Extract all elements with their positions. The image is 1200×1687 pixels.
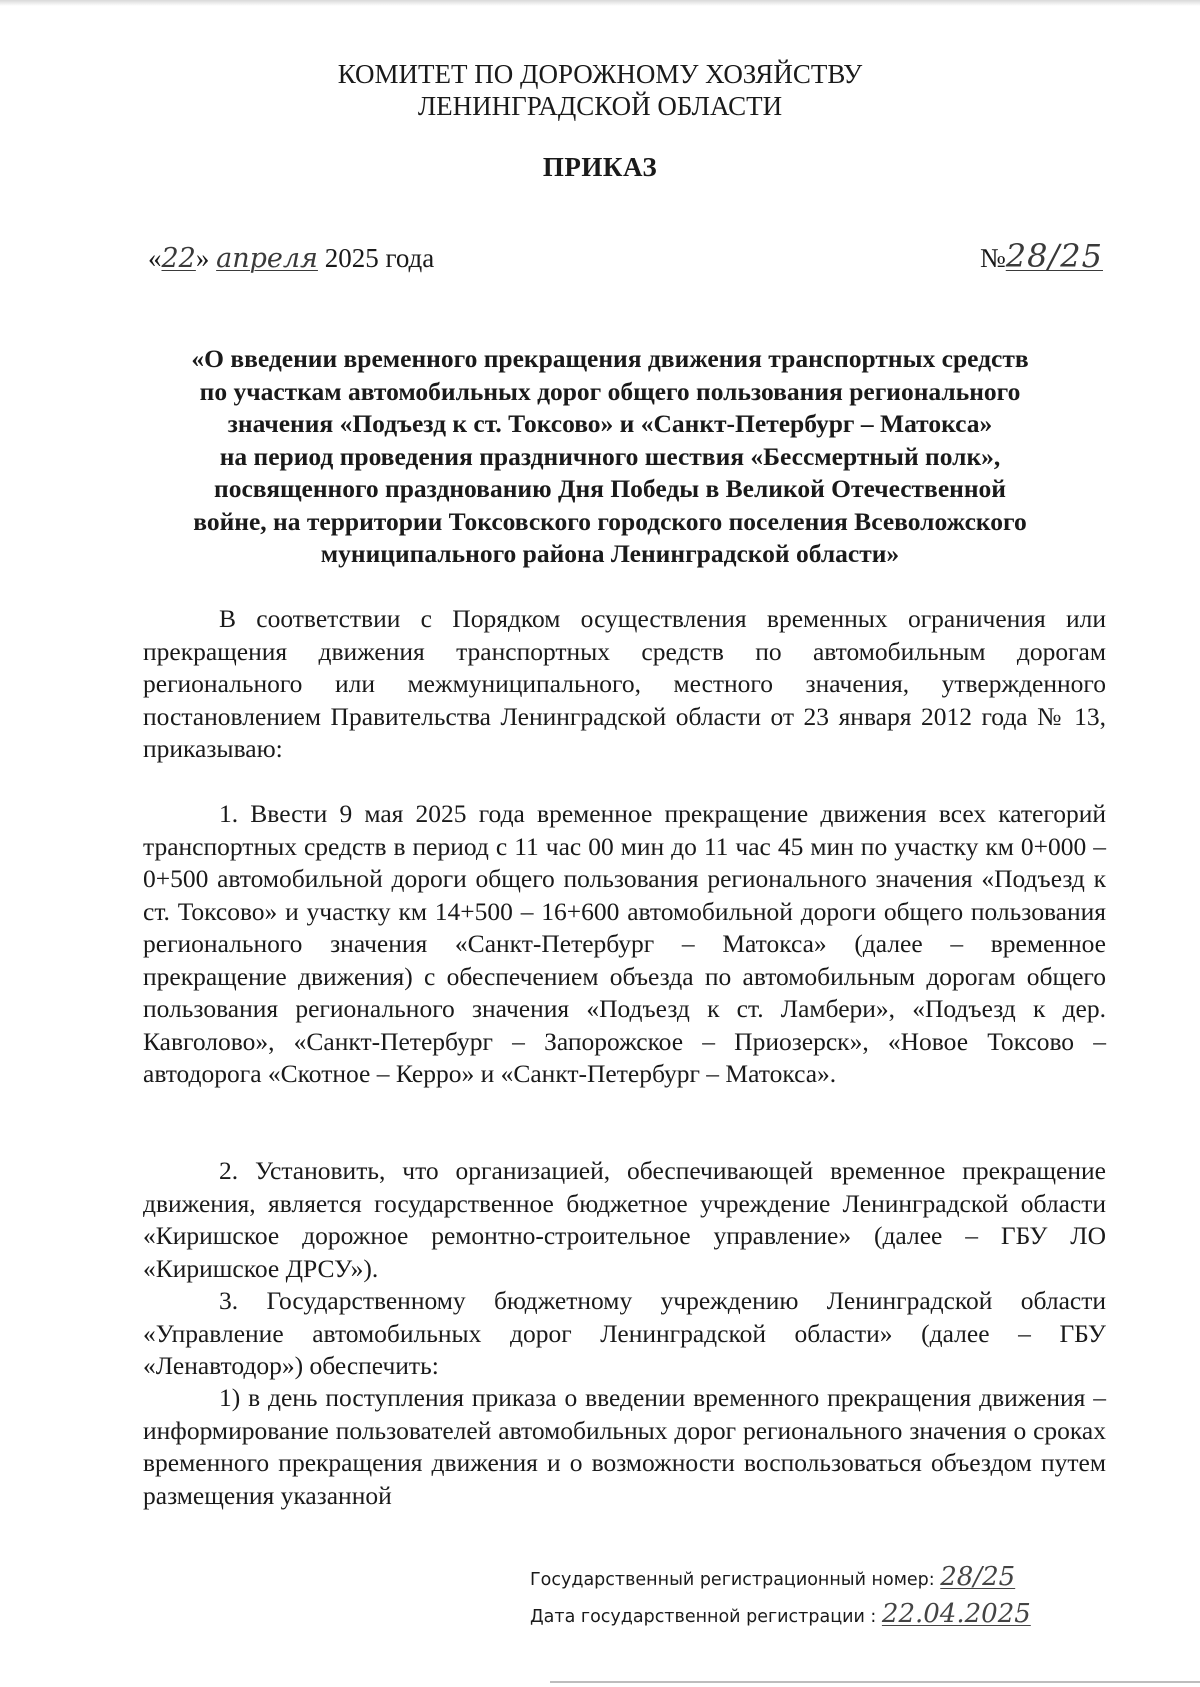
item-2-paragraph: 2. Установить, что организацией, обеспечивающей временное прекращение движения, является государственное бюджетное учреждение Ленинградской области «Киришское дорожное ремонтно-строительное управление» (далее – ГБУ ЛО «Киришское ДРСУ»). (143, 1156, 1106, 1283)
handwritten-registration-date: 22.04.2025 (881, 1599, 1031, 1629)
item-3-1-paragraph: 1) в день поступления приказа о введении временного прекращения движения – информирование пользователей автомобильных дорог регионального значения о сроках временного прекращения движения и о возможности воспользоваться объездом путем размещения указанной (143, 1383, 1106, 1510)
handwritten-order-number: 28/25 (1005, 237, 1103, 275)
subject-line: муниципального района Ленинградской области» (320, 539, 900, 568)
subject-line: по участкам автомобильных дорог общего пользования регионального (199, 376, 1021, 406)
registration-date-label: Дата государственной регистрации : (530, 1607, 877, 1627)
number-sign: № (980, 243, 1006, 273)
preamble-paragraph: В соответствии с Порядком осуществления временных ограничения или прекращения движения транспортных средств по автомобильным дорогам регионального или межмуниципального, местного значения, утвержденного постановлением Правительства Ленинградской области от 23 января 2012 года № 13, приказываю: (143, 604, 1106, 763)
handwritten-month: апреля (216, 243, 318, 274)
registration-stamp (530, 1560, 1031, 1634)
registration-date-row (530, 1597, 1031, 1634)
subject-line: посвященного празднованию Дня Победы в Великой Отечественной (214, 474, 1006, 503)
order-date (148, 240, 434, 277)
committee-name-line1: КОМИТЕТ ПО ДОРОЖНОМУ ХОЗЯЙСТВУ (337, 59, 863, 89)
date-close-quote: » (195, 243, 210, 273)
scan-edge-top (0, 0, 1200, 6)
handwritten-registration-number: 28/25 (940, 1562, 1016, 1592)
item-1-paragraph: 1. Ввести 9 мая 2025 года временное прекращение движения всех категорий транспортных средств в период с 11 час 00 мин до 11 час 45 мин по участку км 0+000 – 0+500 автомобильной дороги общего пользования регионального значения «Подъезд к ст. Токсово» и участку км 14+500 – 16+600 автомобильной дороги общего пользования регионального значения «Санкт-Петербург – Матокса» (далее – временное прекращение движения) с обеспечением объезда по автомобильным дорогам общего пользования регионального значения «Подъезд к ст. Ламбери», «Подъезд к дер. Кавголово», «Санкт-Петербург – Запорожское – Приозерск», «Новое Токсово – автодорога «Скотное – Керро» и «Санкт-Петербург – Матокса». (143, 799, 1106, 1088)
subject-line: на период проведения праздничного шествия «Бессмертный полк», (219, 441, 1001, 471)
document-type-title: ПРИКАЗ (542, 152, 658, 182)
subject-line: значения «Подъезд к ст. Токсово» и «Санкт-Петербург – Матокса» (227, 409, 993, 438)
date-year: 2025 года (324, 243, 435, 273)
item-3-paragraph: 3. Государственному бюджетному учреждению Ленинградской области «Управление автомобильных дорог Ленинградской области» (далее – ГБУ «Ленавтодор») обеспечить: (143, 1286, 1106, 1380)
subject-line: «О введении временного прекращения движения транспортных средств (191, 344, 1029, 373)
committee-name-line2: ЛЕНИНГРАДСКОЙ ОБЛАСТИ (417, 91, 783, 121)
scan-edge-bottom (550, 1681, 1200, 1683)
registration-number-label: Государственный регистрационный номер: (530, 1570, 935, 1590)
date-open-quote: « (148, 243, 162, 273)
subject-line: войне, на территории Токсовского городского поселения Всеволожского (193, 506, 1027, 536)
order-number (980, 238, 1103, 276)
registration-number-row (530, 1560, 1031, 1597)
handwritten-day: 22 (161, 243, 196, 274)
order-subject (150, 343, 1070, 571)
